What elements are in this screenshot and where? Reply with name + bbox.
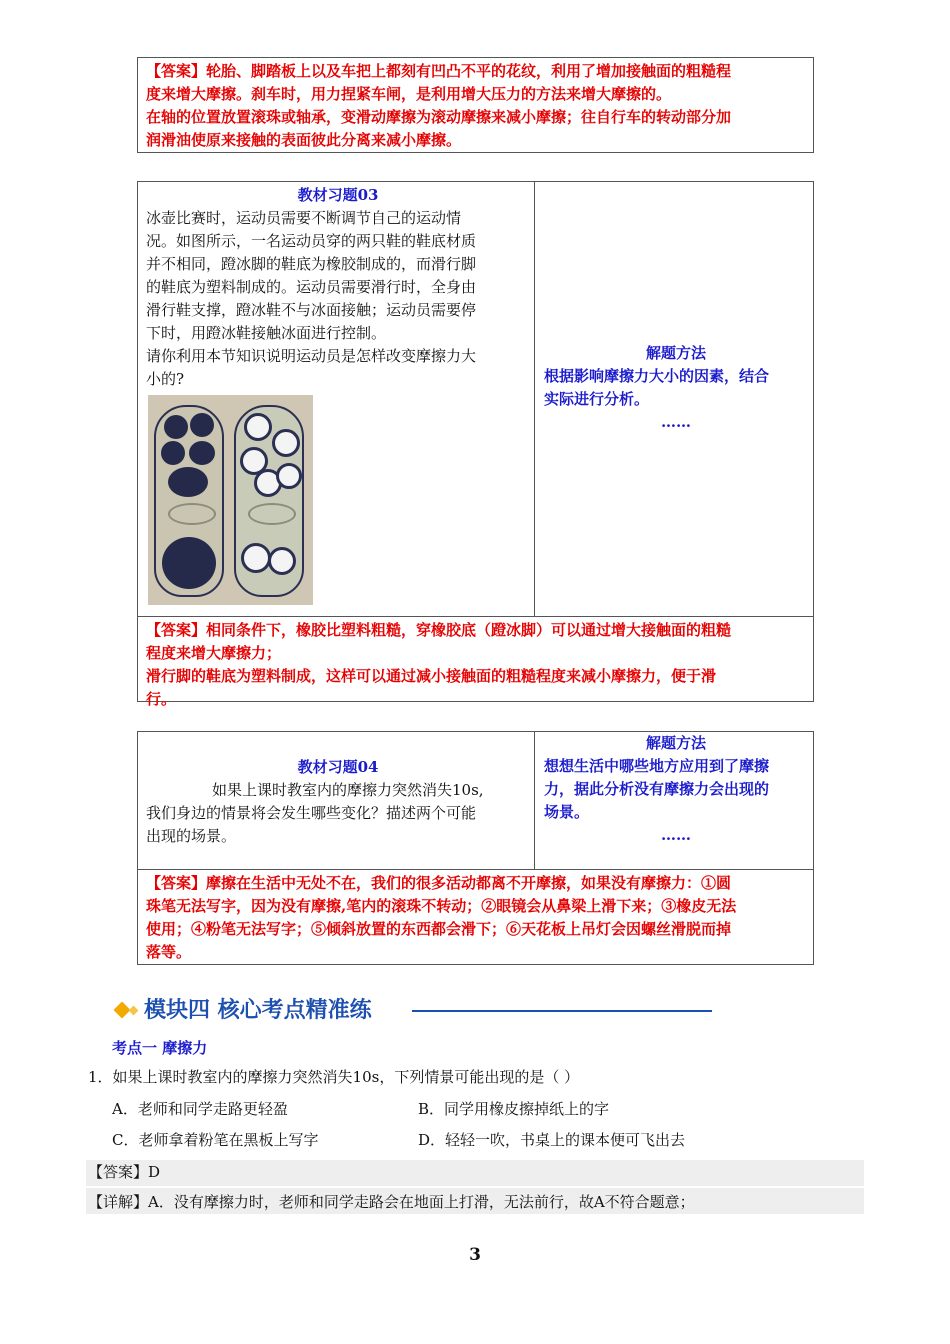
answer-line: 行。 [146, 690, 177, 708]
question-stem: 1．如果上课时教室内的摩擦力突然消失10s，下列情景可能出现的是（ ） [88, 1068, 580, 1086]
method-line: 实际进行分析。 [544, 390, 650, 408]
question-detail: 【详解】A．没有摩擦力时，老师和同学走路会在地面上打滑，无法前行，故A不符合题意； [88, 1193, 695, 1211]
answer-box-bicycle [137, 57, 814, 153]
answer-line: 使用；④粉笔无法写字；⑤倾斜放置的东西都会滑下；⑥天花板上吊灯会因螺丝滑脱而掉 [146, 920, 732, 938]
option-b: B．同学用橡皮擦掉纸上的字 [418, 1100, 610, 1118]
answer-line: 度来增大摩擦。刹车时，用力捏紧车闸，是利用增大压力的方法来增大摩擦的。 [146, 85, 672, 103]
option-c: C．老师拿着粉笔在黑板上写字 [112, 1131, 319, 1149]
question-line: 冰壶比赛时，运动员需要不断调节自己的运动情 [146, 209, 462, 227]
answer-line: 【答案】相同条件下，橡胶比塑料粗糙，穿橡胶底（蹬冰脚）可以通过增大接触面的粗糙 [146, 621, 732, 639]
question-line: 请你利用本节知识说明运动员是怎样改变摩擦力大 [146, 347, 477, 365]
heading-rule [412, 1010, 712, 1012]
question-line: 滑行鞋支撑，蹬冰鞋不与冰面接触；运动员需要停 [146, 301, 477, 319]
exercise-04-title: 教材习题04 [297, 758, 379, 776]
answer-line: 滑行脚的鞋底为塑料制成，这样可以通过减小接触面的粗糙程度来减小摩擦力，便于滑 [146, 667, 717, 685]
rubber-sole [154, 405, 224, 597]
answer-line: 在轴的位置放置滚珠或轴承，变滑动摩擦为滚动摩擦来减小摩擦；往自行车的转动部分加 [146, 108, 732, 126]
option-a: A．老师和同学走路更轻盈 [112, 1100, 288, 1118]
exercise-04-table [137, 731, 814, 965]
method-line: 力，据此分析没有摩擦力会出现的 [544, 780, 770, 798]
exercise-04-question-cell [146, 756, 530, 848]
module-title: 模块四 核心考点精准练 [144, 998, 372, 1023]
question-line: 小的? [146, 370, 185, 388]
exercise-03-method-cell [544, 342, 808, 434]
question-line: 下时，用蹬冰鞋接触冰面进行控制。 [146, 324, 387, 342]
option-d: D．轻轻一吹，书桌上的课本便可飞出去 [418, 1131, 686, 1149]
answer-line: 落等。 [146, 943, 192, 961]
answer-line: 润滑油使原来接触的表面彼此分离来减小摩擦。 [146, 131, 462, 149]
diamond-small-icon [129, 1006, 139, 1016]
question-line: 的鞋底为塑料制成的。运动员需要滑行时，全身由 [146, 278, 477, 296]
answer-line: 程度来增大摩擦力； [146, 644, 282, 662]
answer-line: 【答案】摩擦在生活中无处不在，我们的很多活动都离不开摩擦，如果没有摩擦力：①圆 [146, 874, 732, 892]
exercise-04-answer [146, 872, 808, 964]
method-line: 根据影响摩擦力大小的因素，结合 [544, 367, 770, 385]
question-line: 出现的场景。 [146, 827, 237, 845]
answer-line: 【答案】轮胎、脚踏板上以及车把上都刻有凹凸不平的花纹，利用了增加接触面的粗糙程 [146, 62, 732, 80]
answer-band [86, 1160, 864, 1186]
exercise-03-answer [146, 619, 808, 711]
module-heading [110, 995, 720, 1027]
question-line: 况。如图所示，一名运动员穿的两只鞋的鞋底材质 [146, 232, 477, 250]
page-number: 3 [469, 1245, 481, 1265]
method-title: 解题方法 [645, 344, 706, 362]
exercise-04-method-cell [544, 732, 808, 847]
method-line: 想想生活中哪些地方应用到了摩擦 [544, 757, 770, 775]
method-title: 解题方法 [645, 734, 706, 752]
shoe-soles-photo [148, 395, 313, 605]
method-ellipsis: …… [661, 826, 691, 844]
method-line: 场景。 [544, 803, 590, 821]
question-line: 并不相同，蹬冰脚的鞋底为橡胶制成的，而滑行脚 [146, 255, 477, 273]
method-ellipsis: …… [661, 413, 691, 431]
exercise-03-question-cell [146, 184, 530, 391]
section-title: 考点一 摩擦力 [112, 1039, 208, 1057]
answer-line: 珠笔无法写字，因为没有摩擦,笔内的滚珠不转动；②眼镜会从鼻梁上滑下来；③橡皮无法 [146, 897, 737, 915]
question-line: 我们身边的情景将会发生哪些变化？描述两个可能 [146, 804, 477, 822]
question-line: 如果上课时教室内的摩擦力突然消失10s, [212, 781, 484, 799]
plastic-sole [234, 405, 304, 597]
question-answer: 【答案】D [88, 1163, 161, 1181]
exercise-03-title: 教材习题03 [297, 186, 379, 204]
